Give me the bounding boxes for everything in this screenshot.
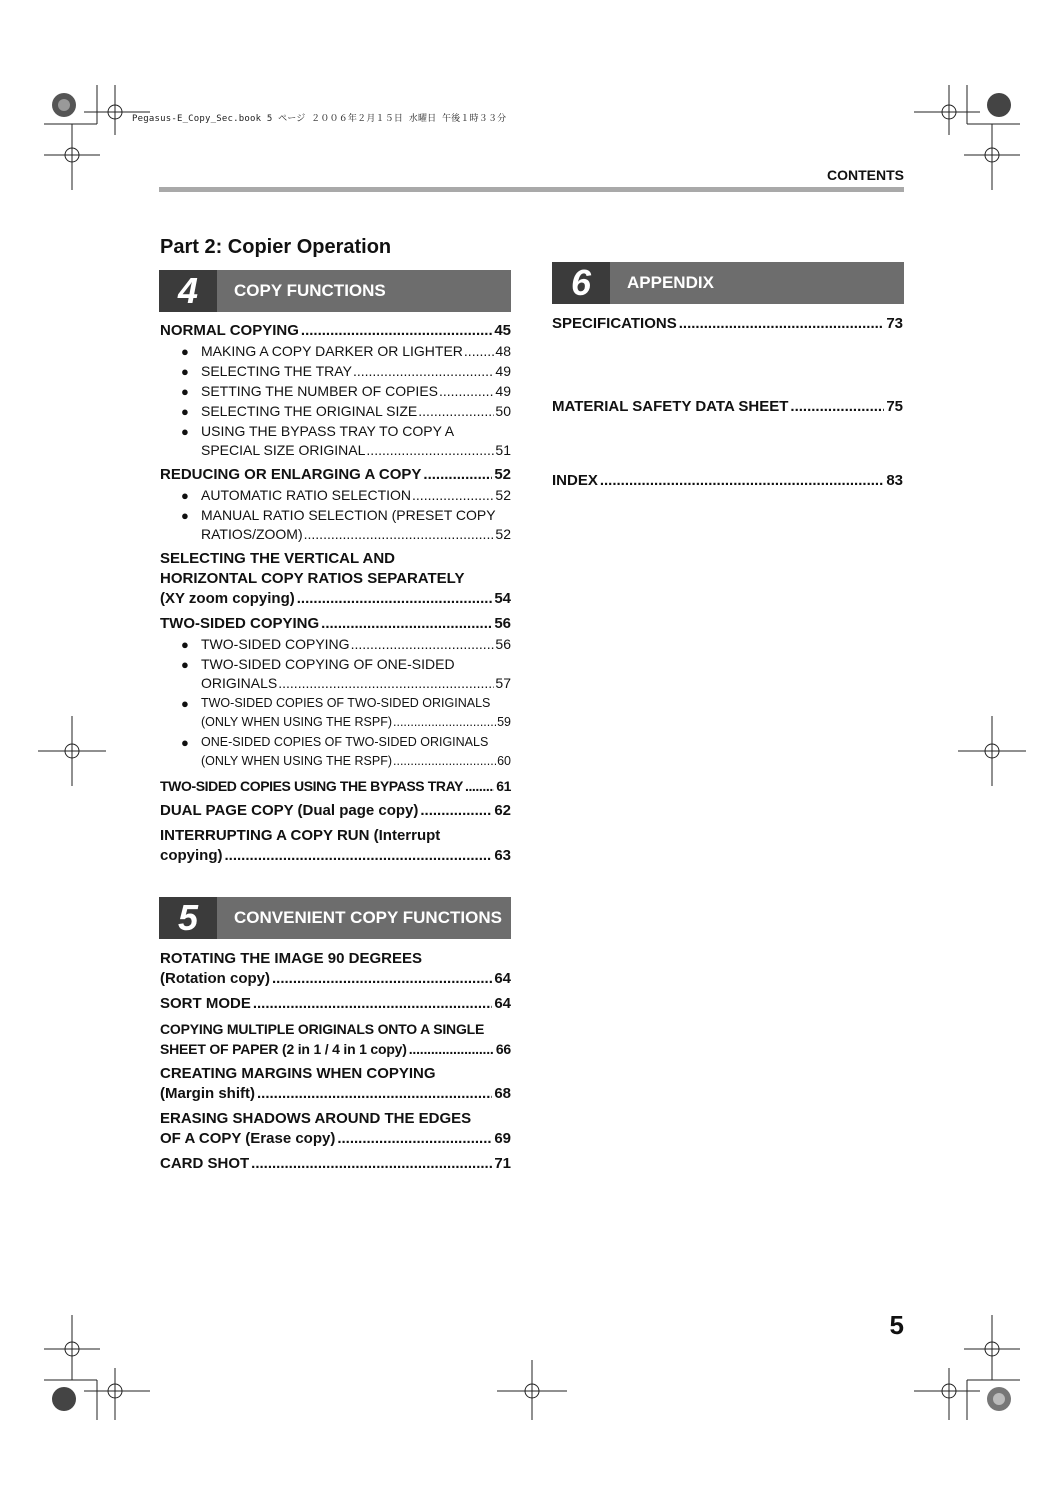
bullet-icon: ● xyxy=(181,384,189,399)
toc-chapter-5 xyxy=(160,949,511,1174)
toc-chapter-4 xyxy=(160,321,511,866)
bullet-icon: ● xyxy=(181,657,189,672)
page-number: 5 xyxy=(889,1310,904,1340)
toc-subentry[interactable]: ● USING THE BYPASS TRAY TO COPY A SPECIAL SIZE ORIGINAL ..... 51 xyxy=(160,422,511,460)
toc-chapter-6 xyxy=(552,314,903,491)
toc-subentry[interactable]: ● TWO-SIDED COPYING ..... 56 xyxy=(160,635,511,654)
toc-entry[interactable]: REDUCING OR ENLARGING A COPY ..... 52 xyxy=(160,465,511,485)
toc-entry[interactable]: DUAL PAGE COPY (Dual page copy) ..... 62 xyxy=(160,801,511,821)
toc-entry[interactable]: TWO-SIDED COPYING ..... 56 xyxy=(160,614,511,634)
toc-subentry[interactable]: ● SELECTING THE ORIGINAL SIZE ..... 50 xyxy=(160,402,511,421)
bullet-icon: ● xyxy=(181,508,189,523)
chapter-title: COPY FUNCTIONS xyxy=(234,281,386,300)
chapter-6-banner xyxy=(552,262,904,304)
toc-entry[interactable]: NORMAL COPYING ..... 45 xyxy=(160,321,511,341)
toc-subentry[interactable]: ● TWO-SIDED COPIES OF TWO-SIDED ORIGINALS (ONLY WHEN USING THE RSPF) ..... 59 xyxy=(160,694,511,732)
chapter-4-banner xyxy=(159,270,511,312)
toc-entry[interactable]: TWO-SIDED COPIES USING THE BYPASS TRAY ..... 61 xyxy=(160,776,511,796)
bullet-icon: ● xyxy=(181,424,189,439)
header-rule xyxy=(159,187,904,192)
bullet-icon: ● xyxy=(181,404,189,419)
toc-entry[interactable]: ERASING SHADOWS AROUND THE EDGES OF A COPY (Erase copy) ..... 69 xyxy=(160,1109,511,1149)
toc-subentry[interactable]: ● ONE-SIDED COPIES OF TWO-SIDED ORIGINALS (ONLY WHEN USING THE RSPF) ..... 60 xyxy=(160,733,511,771)
toc-subentry[interactable]: ● TWO-SIDED COPYING OF ONE-SIDED ORIGINALS ..... 57 xyxy=(160,655,511,693)
part-title: Part 2: Copier Operation xyxy=(160,236,392,258)
toc-entry[interactable]: COPYING MULTIPLE ORIGINALS ONTO A SINGLE SHEET OF PAPER (2 in 1 / 4 in 1 copy) ..... 66 xyxy=(160,1019,511,1059)
toc-entry[interactable]: CARD SHOT ..... 71 xyxy=(160,1154,511,1174)
toc-subentry[interactable]: ● AUTOMATIC RATIO SELECTION ..... 52 xyxy=(160,486,511,505)
chapter-title: CONVENIENT COPY FUNCTIONS xyxy=(234,908,502,927)
toc-subentry[interactable]: ● SETTING THE NUMBER OF COPIES ..... 49 xyxy=(160,382,511,401)
bullet-icon: ● xyxy=(181,344,189,359)
bullet-icon: ● xyxy=(181,364,189,379)
toc-entry[interactable]: SELECTING THE VERTICAL AND HORIZONTAL COPY RATIOS SEPARATELY (XY zoom copying) ..... 54 xyxy=(160,549,511,609)
chapter-5-banner xyxy=(159,897,511,939)
toc-entry[interactable]: MATERIAL SAFETY DATA SHEET ..... 75 xyxy=(552,397,903,417)
toc-subentry[interactable]: ● MANUAL RATIO SELECTION (PRESET COPY RATIOS/ZOOM) ..... 52 xyxy=(160,506,511,544)
toc-entry[interactable]: INTERRUPTING A COPY RUN (Interrupt copying) ..... 63 xyxy=(160,826,511,866)
toc-entry[interactable]: SORT MODE ..... 64 xyxy=(160,994,511,1014)
chapter-number: 5 xyxy=(159,897,217,939)
chapter-number: 4 xyxy=(159,270,217,312)
toc-subentry[interactable]: ● SELECTING THE TRAY ..... 49 xyxy=(160,362,511,381)
toc-entry[interactable]: ROTATING THE IMAGE 90 DEGREES (Rotation copy) ..... 64 xyxy=(160,949,511,989)
bullet-icon: ● xyxy=(181,637,189,652)
running-head: CONTENTS xyxy=(827,167,904,183)
file-info: Pegasus-E_Copy_Sec.book 5 ページ ２００６年２月１５日 水曜日 午後１時３３分 xyxy=(132,114,507,124)
chapter-title: APPENDIX xyxy=(627,273,714,292)
bullet-icon: ● xyxy=(181,488,189,503)
bullet-icon: ● xyxy=(181,696,189,711)
chapter-number: 6 xyxy=(552,262,610,304)
toc-entry[interactable]: INDEX ..... 83 xyxy=(552,471,903,491)
toc-entry[interactable]: SPECIFICATIONS ..... 73 xyxy=(552,314,903,334)
toc-subentry[interactable]: ● MAKING A COPY DARKER OR LIGHTER ..... 48 xyxy=(160,342,511,361)
toc-entry[interactable]: CREATING MARGINS WHEN COPYING (Margin shift) ..... 68 xyxy=(160,1064,511,1104)
bullet-icon: ● xyxy=(181,735,189,750)
